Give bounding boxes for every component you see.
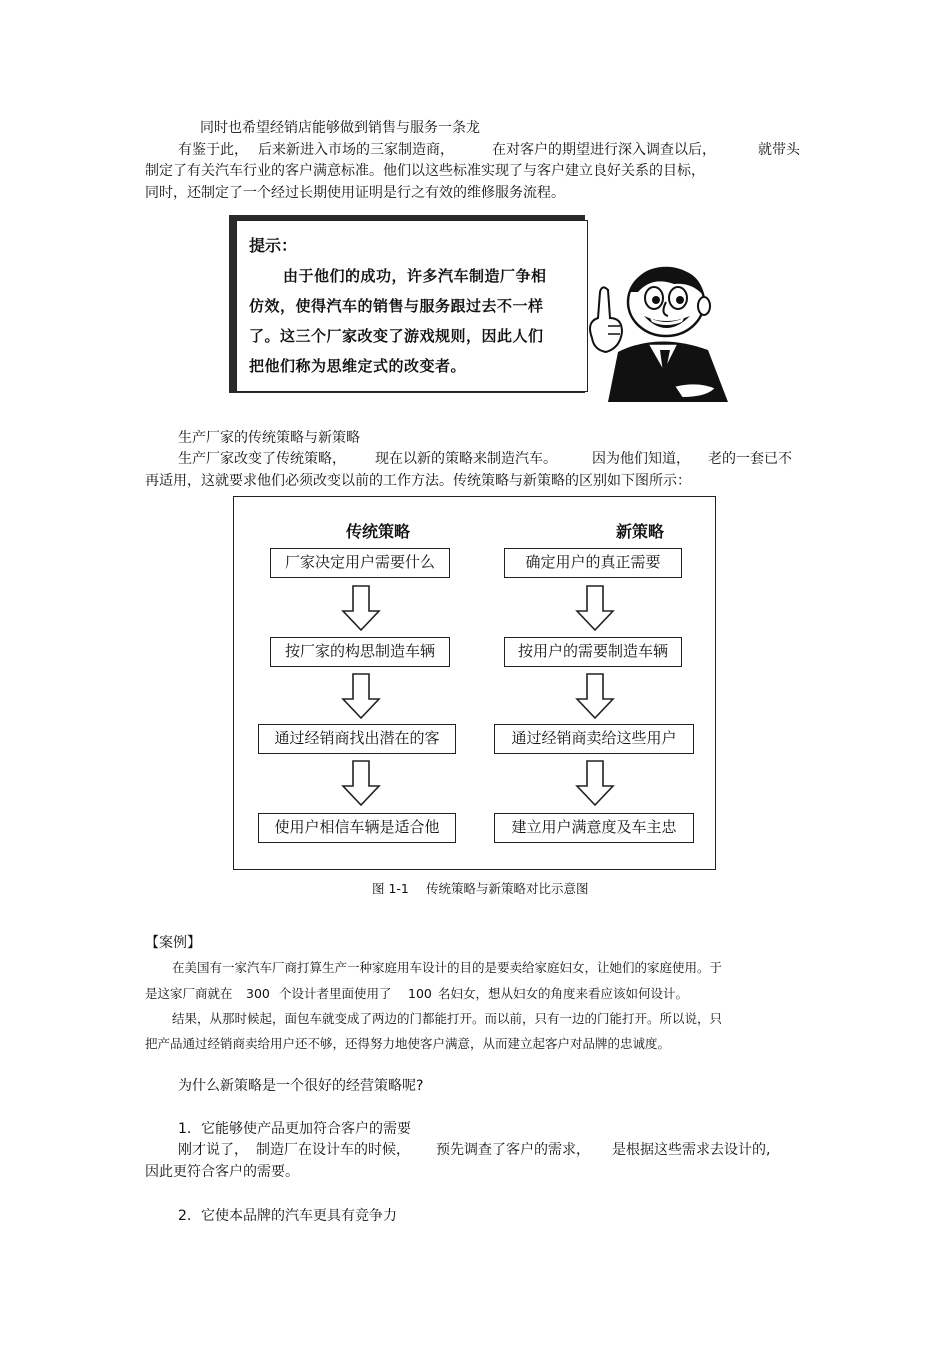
left-step-2: 按厂家的构思制造车辆 [270,637,450,667]
section1-p2: 再适用，这就要求他们必须改变以前的工作方法。传统策略与新策略的区别如下图所示： [145,473,691,489]
tip-line-2: 仿效，使得汽车的销售与服务跟过去不一样 [249,297,544,315]
section1-p1c: 因为他们知道， [592,451,690,467]
intro-line-2c: 在对客户的期望进行深入调查以后， [492,142,716,158]
right-step-4: 建立用户满意度及车主忠 [494,813,694,843]
intro-line-4: 同时，还制定了一个经过长期使用证明是行之有效的维修服务流程。 [145,185,565,201]
figure-caption-text: 传统策略与新策略对比示意图 [426,881,589,896]
cartoon-man-illustration [578,262,738,402]
section1-heading: 生产厂家的传统策略与新策略 [178,430,360,446]
section1-p1b: 现在以新的策略来制造汽车。 [375,451,557,467]
tip-line-3: 了。这三个厂家改变了游戏规则，因此人们 [249,327,544,345]
item1-p1d: 是根据这些需求去设计的, [612,1142,771,1158]
section1-p1a: 生产厂家改变了传统策略， [178,451,346,467]
intro-line-1: 同时也希望经销店能够做到销售与服务一条龙 [200,120,480,136]
item1-p1b: 制造厂在设计车的时候， [256,1142,410,1158]
case-line-2d: 100 [408,986,432,1001]
left-step-1: 厂家决定用户需要什么 [270,548,450,578]
case-heading: 【案例】 [145,935,201,951]
intro-line-3: 制定了有关汽车行业的客户满意标准。他们以这些标准实现了与客户建立良好关系的目标， [145,163,705,179]
figure-caption-number: 图 1-1 [372,881,409,896]
case-line-2a: 是这家厂商就在 [145,986,233,1001]
strategy-comparison-diagram [233,496,716,870]
down-arrow-icon [341,585,381,631]
case-line-2c: 个设计者里面使用了 [279,986,392,1001]
item2-title: 它使本品牌的汽车更具有竞争力 [201,1208,397,1224]
tip-line-4: 把他们称为思维定式的改变者。 [249,357,467,375]
item1-p1c: 预先调查了客户的需求， [436,1142,590,1158]
left-column-title: 传统策略 [346,522,411,541]
tip-box [236,220,588,392]
down-arrow-icon [575,585,615,631]
section2-question: 为什么新策略是一个很好的经营策略呢? [178,1078,424,1094]
left-step-4: 使用户相信车辆是适合他 [258,813,456,843]
right-step-2: 按用户的需要制造车辆 [504,637,682,667]
intro-line-2d: 就带头 [758,142,800,158]
case-line-2e: 名妇女，想从妇女的角度来看应该如何设计。 [438,986,689,1001]
down-arrow-icon [341,760,381,806]
tip-title: 提示： [249,236,298,255]
intro-line-2b: 后来新进入市场的三家制造商， [258,142,454,158]
right-column-title: 新策略 [616,522,665,541]
tip-line-1: 由于他们的成功，许多汽车制造厂争相 [283,267,547,285]
item1-number: 1. [178,1121,192,1137]
down-arrow-icon [575,760,615,806]
right-step-3: 通过经销商卖给这些用户 [494,724,694,754]
case-line-3: 结果，从那时候起，面包车就变成了两边的门都能打开。而以前，只有一边的门能打开。所以说，只 [172,1011,723,1026]
case-line-1: 在美国有一家汽车厂商打算生产一种家庭用车设计的目的是要卖给家庭妇女，让她们的家庭使用。于 [172,960,723,975]
case-line-4: 把产品通过经销商卖给用户还不够，还得努力地使客户满意，从而建立起客户对品牌的忠诚度。 [145,1036,671,1051]
intro-line-2a: 有鉴于此， [178,142,248,158]
item2-number: 2. [178,1208,192,1224]
item1-p2: 因此更符合客户的需要。 [145,1164,299,1180]
down-arrow-icon [341,673,381,719]
down-arrow-icon [575,673,615,719]
section1-p1d: 老的一套已不 [708,451,792,467]
item1-p1a: 刚才说了， [178,1142,248,1158]
left-step-3: 通过经销商找出潜在的客 [258,724,456,754]
item1-title: 它能够使产品更加符合客户的需要 [201,1121,411,1137]
right-step-1: 确定用户的真正需要 [504,548,682,578]
case-line-2b: 300 [246,986,270,1001]
